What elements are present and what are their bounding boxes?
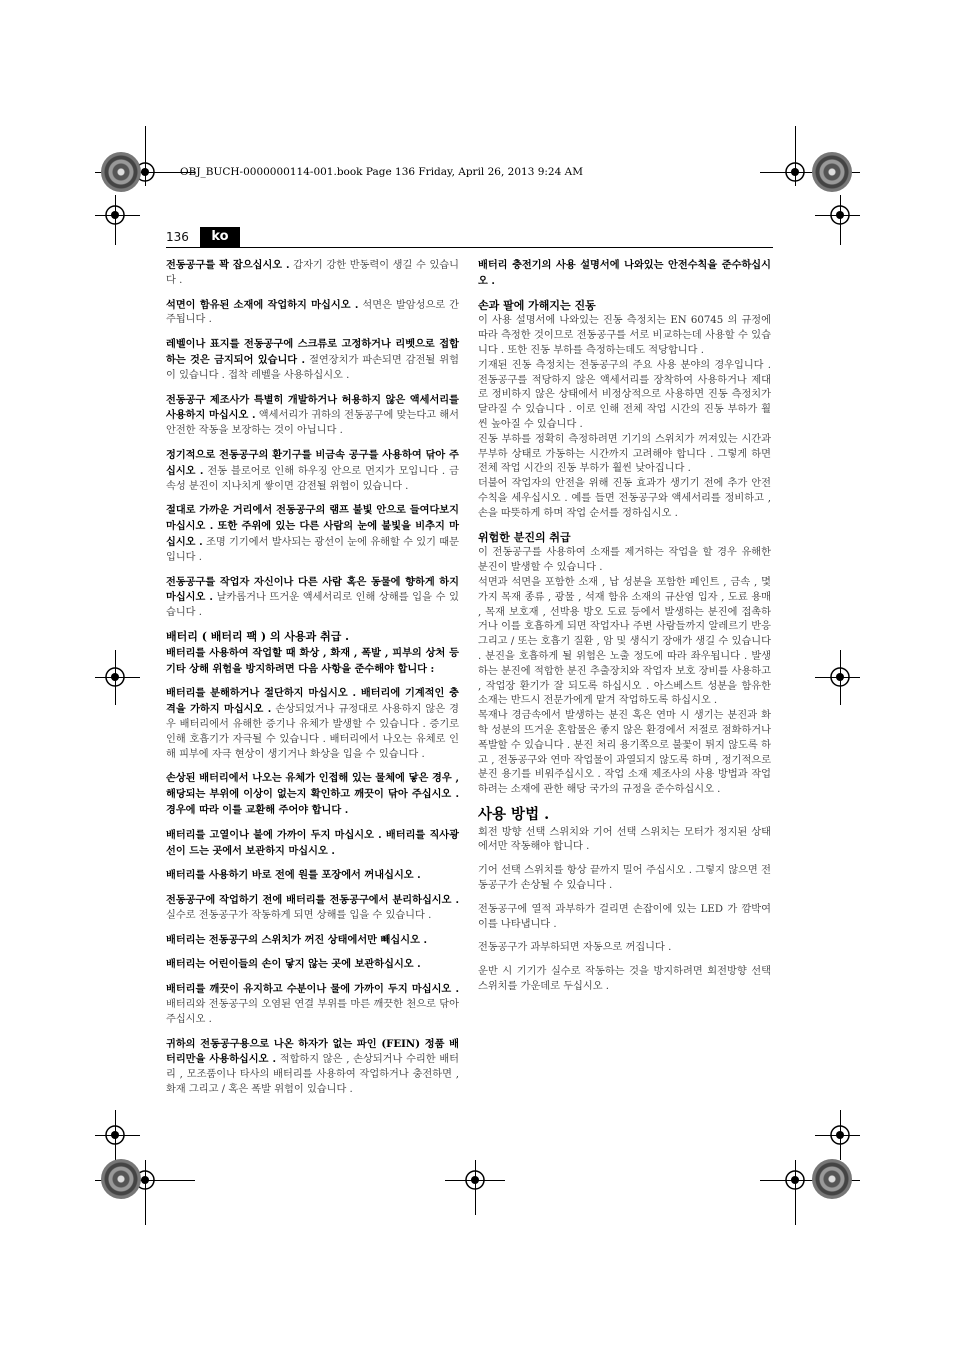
paragraph: 전동공구를 작업자 자신이나 다른 사람 혹은 동물에 향하게 하지 마십시오 . 날카롭거나 뜨거운 액세서리로 인해 상해를 입을 수 있습니다 .: [166, 575, 459, 619]
paragraph: 배터리는 전동공구의 스위치가 꺼진 상태에서만 빼십시오 .: [166, 933, 428, 946]
paragraph: 더불어 작업자의 안전을 위해 진동 효과가 생기기 전에 추가 안전 수칙을 세우십시오 . 예를 들면 전동공구와 액세서리를 정비하고 , 손을 따뜻하게 하며 작업 순서를 정하십시오 .: [478, 478, 771, 519]
paragraph: 회전 방향 선택 스위치와 기어 선택 스위치는 모터가 정지된 상태에서만 작동해야 합니다 .: [478, 826, 771, 853]
paragraph: 전동공구를 꽉 잡으십시오 . 갑자기 강한 반동력이 생길 수 있습니다 .: [166, 259, 459, 286]
registration-mark-icon: [101, 201, 129, 229]
paragraph: 전동공구 제조사가 특별히 개발하거나 허용하지 않은 액세서리를 사용하지 마십시오 . 액세서리가 귀하의 전동공구에 맞는다고 해서 안전한 작동을 보장하는 것이 아닙니다 .: [166, 393, 459, 437]
right-column: [478, 258, 771, 1004]
paragraph: 목재나 경금속에서 발생하는 분진 혹은 연마 시 생기는 분진과 화학 성분의 뜨거운 혼합물은 좋지 않은 환경에서 저절로 점화하거나 폭발할 수 있습니다 . 분진 처리 용기쪽으로 불꽃이 튀지 않도록 하고 , 전동공구와 연마 작업물이 과열되지 않도록 하며 , 정기적으로 분진 용기를 비워주십시오 . 작업 소재 제조사의 사용 방법과 작업하려는 소재에 관한 해당 국가의 규정을 준수하십시오 .: [478, 710, 771, 796]
paragraph: 전동공구가 과부하되면 자동으로 꺼집니다 .: [478, 942, 672, 954]
registration-mark-icon: [826, 663, 854, 691]
registration-mark-icon: [826, 1121, 854, 1149]
paragraph: 기어 선택 스위치를 항상 끝까지 밀어 주십시오 . 그렇지 않으면 전동공구가 손상될 수 있습니다 .: [478, 865, 771, 892]
section-heading-usage: 사용 방법 .: [478, 805, 550, 823]
paragraph: 배터리를 분해하거나 절단하지 마십시오 . 배터리에 기계적인 충격을 가하지 마십시오 . 손상되었거나 규정대로 사용하지 않은 경우 배터리에서 유해한 증기나 유체가 발생할 수 있습니다 . 증기로 인해 호흡기가 자극될 수 있습니다 . 배터리에서 나오는 유체로 인해 피부에 자극 현상이 생기거나 화상을 입을 수 있습니다 .: [166, 687, 459, 760]
section-heading-dust: 위험한 분진의 취급: [478, 530, 571, 544]
registration-mark-icon: [826, 201, 854, 229]
registration-mark-icon: [101, 663, 129, 691]
section-heading-battery: 배터리 ( 배터리 팩 ) 의 사용과 취급 .: [166, 629, 350, 643]
language-tag: ko: [200, 227, 240, 247]
paragraph: 정기적으로 전동공구의 환기구를 비금속 공구를 사용하여 닦아 주십시오 . 전동 블로어로 인해 하우징 안으로 먼지가 모입니다 . 금속성 분진이 지나치게 쌓이면 감전될 위험이 있습니다 .: [166, 448, 459, 492]
paragraph: 배터리는 어린이들의 손이 닿지 않는 곳에 보관하십시오 .: [166, 958, 421, 971]
paragraph: 전동공구에 작업하기 전에 배터리를 전동공구에서 분리하십시오 . 실수로 전동공구가 작동하게 되면 상해를 입을 수 있습니다 .: [166, 894, 459, 921]
paragraph: 배터리 충전기의 사용 설명서에 나와있는 안전수칙을 준수하십시오 .: [478, 259, 771, 287]
paragraph: 석면이 함유된 소재에 작업하지 마십시오 . 석면은 발암성으로 간주됩니다 .: [166, 298, 459, 326]
color-dial-icon: [812, 1159, 852, 1199]
header-rule: [166, 247, 773, 248]
left-column: [166, 258, 459, 1107]
paragraph: 진동 부하를 정확히 측정하려면 기기의 스위치가 꺼져있는 시간과 무부하 상태로 가동하는 시간까지 고려해야 합니다 . 그렇게 하면 전체 작업 시간의 진동 부하가 훨씬 낮아집니다 .: [478, 433, 771, 475]
paragraph: 배터리를 고열이나 불에 가까이 두지 마십시오 . 배터리를 직사광선이 드는 곳에서 보관하지 마십시오 .: [166, 828, 459, 857]
registration-mark-icon: [461, 1166, 489, 1194]
paragraph: 석면과 석면을 포함한 소재 , 납 성분을 포함한 페인트 , 금속 , 몇가지 목재 종류 , 광물 , 석재 함유 소재의 규산염 입자 , 도료 용매 , 목재 보호재 , 선박용 방오 도료 등에서 발생하는 분진에 접촉하거나 이를 호흡하게 되면 작업자나 주변 사람들까지 알레르기 반응 그리고 / 또는 호흡기 질환 , 암 및 생식기 장애가 생길 수 있습니다 . 분진을 호흡하게 될 위험은 노출 정도에 따라 좌우됩니다 . 발생하는 분진에 적합한 분진 추출장치와 작업자 보호 장비를 사용하고 , 작업장 환기가 잘 되도록 하십시오 . 아스베스트 성분을 함유한 소재는 반드시 전문가에게 맡겨 작업하도록 하십시오 .: [478, 576, 771, 707]
section-heading-vibration: 손과 팔에 가해지는 진동: [478, 298, 596, 312]
paragraph: 전동공구에 열적 과부하가 걸리면 손잡이에 있는 LED 가 깜박여 이를 나타냅니다 .: [478, 903, 771, 930]
color-dial-icon: [101, 152, 141, 192]
color-dial-icon: [101, 1159, 141, 1199]
paragraph: 배터리를 사용하여 작업할 때 화상 , 화재 , 폭발 , 피부의 상처 등 기타 상해 위험을 방지하려면 다음 사항을 준수해야 합니다 :: [166, 646, 459, 675]
registration-mark-icon: [101, 1121, 129, 1149]
paragraph: 기재된 진동 측정치는 전동공구의 주요 사용 분야의 경우입니다 . 전동공구를 적당하지 않은 액세서리를 장착하여 사용하거나 제대로 정비하지 않은 상태에서 비정상적으로 사용하면 진동 측정치가 달라질 수 있습니다 . 이로 인해 전체 작업 시간의 진동 부하가 훨씬 높아질 수 있습니다 .: [478, 359, 771, 430]
page-number: 136: [166, 230, 189, 244]
file-info-line: OBJ_BUCH-0000000114-001.book Page 136 Friday, April 26, 2013 9:24 AM: [180, 166, 583, 178]
paragraph: 손상된 배터리에서 나오는 유체가 인접해 있는 물체에 닿은 경우 , 해당되는 부위에 이상이 없는지 확인하고 깨끗이 닦아 주십시오 . 경우에 따라 이를 교환해 주어야 합니다 .: [166, 772, 459, 816]
registration-mark-icon: [781, 158, 809, 186]
registration-mark-icon: [781, 1166, 809, 1194]
paragraph: 배터리를 사용하기 바로 전에 원를 포장에서 꺼내십시오 .: [166, 869, 421, 882]
color-dial-icon: [812, 152, 852, 192]
paragraph: 운반 시 기기가 실수로 작동하는 것을 방지하려면 회전방향 선택 스위치를 가운데로 두십시오 .: [478, 966, 771, 993]
paragraph: 이 전동공구를 사용하여 소재를 제거하는 작업을 할 경우 유해한 분진이 발생할 수 있습니다 .: [478, 547, 771, 574]
paragraph: 이 사용 설명서에 나와있는 진동 측정치는 EN 60745 의 규정에 따라 측정한 것이므로 전동공구를 서로 비교하는데 사용할 수 있습니다 . 또한 진동 부하를 측정하는데도 적당합니다 .: [478, 315, 771, 356]
paragraph: 배터리를 깨끗이 유지하고 수분이나 물에 가까이 두지 마십시오 . 배터리와 전동공구의 오염된 연결 부위를 마른 깨끗한 천으로 닦아 주십시오 .: [166, 983, 459, 1025]
paragraph: 레벨이나 표지를 전동공구에 스크류로 고정하거나 리벳으로 접합하는 것은 금지되어 있습니다 . 절연장치가 파손되면 감전될 위험이 있습니다 . 접착 레벨을 사용하십시오 .: [166, 338, 459, 381]
paragraph: 귀하의 전동공구용으로 나온 하자가 없는 파인 (FEIN) 정품 배터리만을 사용하십시오 . 적합하지 않은 , 손상되거나 수리한 배터리 , 모조품이나 타사의 배터리를 사용하여 작업하거나 충전하면 , 화재 그리고 / 혹은 폭발 위험이 있습니다 .: [166, 1037, 459, 1096]
paragraph: 절대로 가까운 거리에서 전동공구의 램프 불빛 안으로 들여다보지 마십시오 . 또한 주위에 있는 다른 사람의 눈에 불빛을 비추지 마십시오 . 조명 기기에서 발사되는 광선이 눈에 유해할 수 있기 때문입니다 .: [166, 504, 459, 563]
